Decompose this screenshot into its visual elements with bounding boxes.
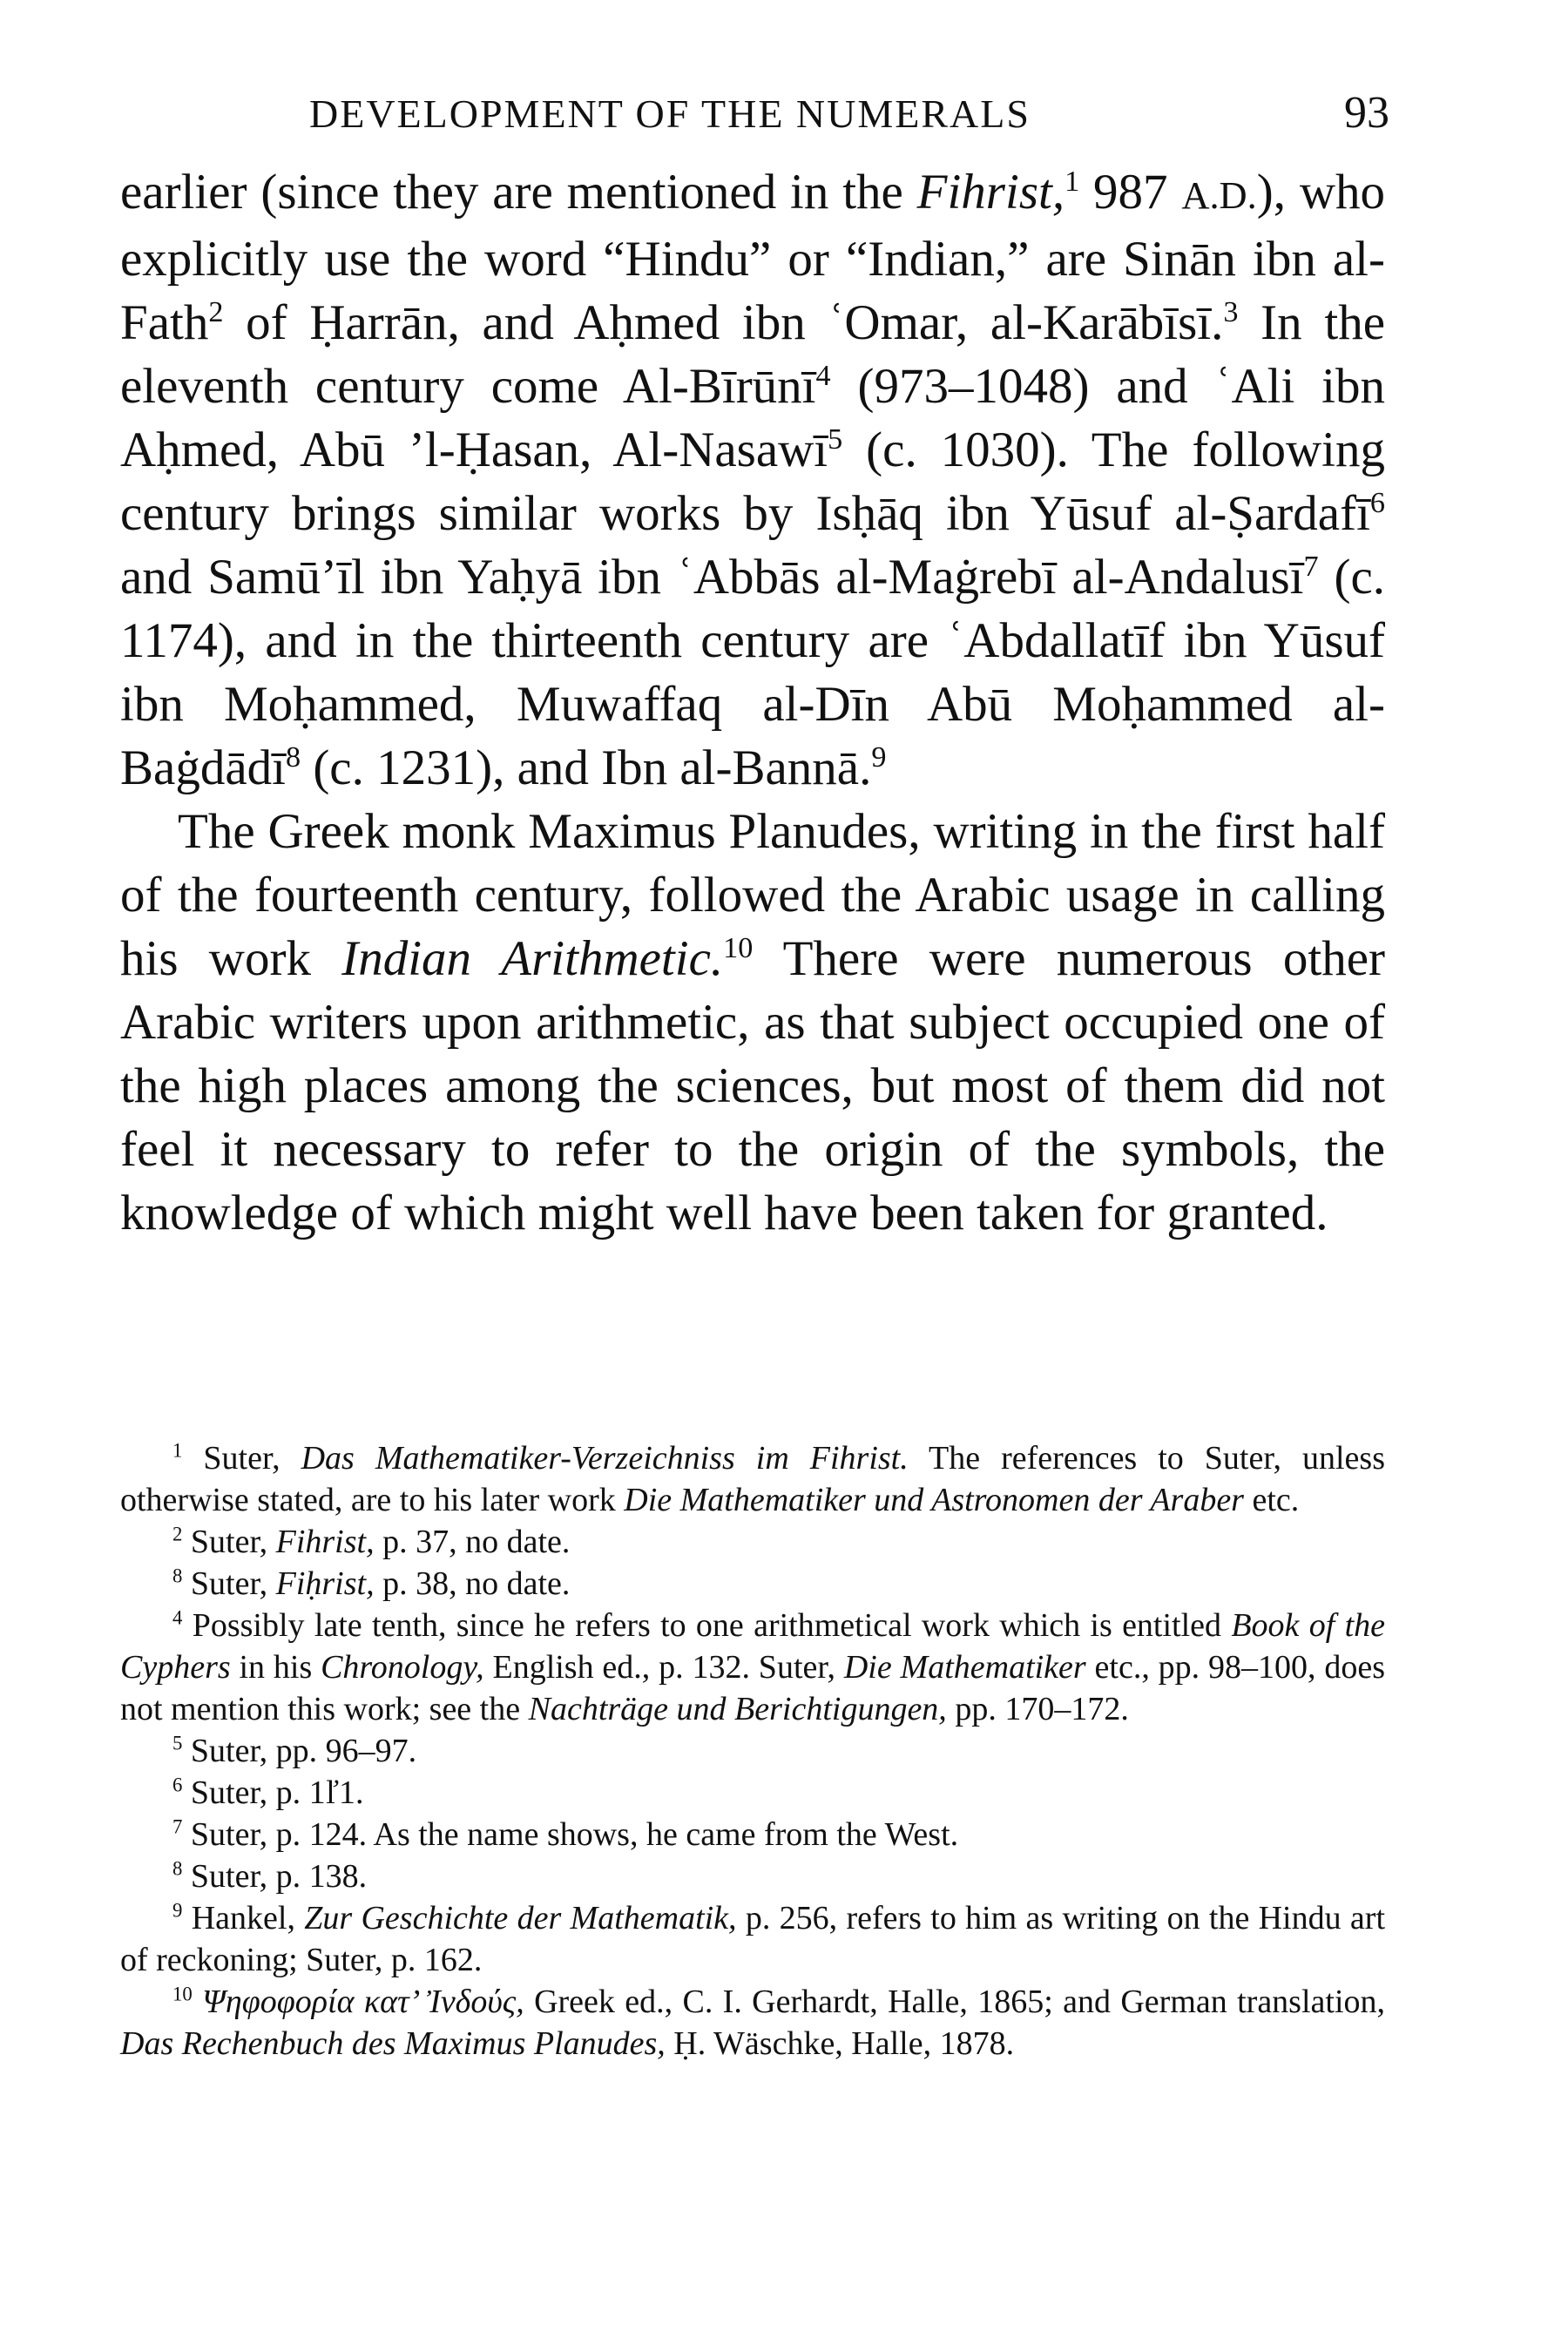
paragraph-arabic-writers: earlier (since they are mentioned in the Fihrist,$^1$ 987 A.D.), who explicitly use the word “Hindu” or “Indian,” are Sinān ibn al-Fath$^2$ of Ḥarrān, and Aḥmed ibn ʿOmar, al-Karābīsī.$^3$ In the eleventh century come Al-Bīrūnī$^4$ (973–1048) and ʿAli ibn Aḥmed, Abū ’l-Ḥasan, Al-Nasawī$^5$ (c. 1030). The following century brings similar works by Isḥāq ibn Yūsuf al-Ṣardafī$^6$ and Samū’īl ibn Yaḥyā ibn ʿAbbās al-Maġrebī al-Andalusī$^7$ (c. 1174), and in the thirteenth century are ʿAbdallatīf ibn Yūsuf ibn Moḥammed, Muwaffaq al-Dīn Abū Moḥammed al-Baġdādī$^8$ (c. 1231), and Ibn al-Bannā.$^9$ xyxy=(120,165,1386,795)
footnote-ref: 5 xyxy=(828,423,843,456)
paragraph-planudes: The Greek monk Maximus Planudes, writing in the first half of the fourteenth century, followed the Arabic usage in calling his work Indian Arithmetic.$^{10}$ There were numerous other Arabic writers upon arithmetic, as that subject occupied one of the high places among the sciences, but most of them did not feel it necessary to refer to the origin of the symbols, the knowledge of which might well have been taken for granted. xyxy=(120,804,1386,1240)
footnote-5: $^5$ Suter, pp. 96–97. xyxy=(172,1732,417,1769)
footnotes xyxy=(120,1437,1385,2065)
footnote-6: $^6$ Suter, p. 1ľ1. xyxy=(172,1774,364,1811)
running-title: DEVELOPMENT OF THE NUMERALS xyxy=(309,91,1031,136)
page-number: 93 xyxy=(1344,88,1389,138)
footnote-10: $^{10}$ Ψηφοφορία κατ’ Ἰνδούς, Greek ed., C. I. Gerhardt, Halle, 1865; and German translation, Das Rechenbuch des Maximus Planudes, Ḥ. Wäschke, Halle, 1878. xyxy=(120,1983,1386,2062)
footnote-ref: 2 xyxy=(208,296,224,328)
footnote-ref: 3 xyxy=(1223,296,1239,328)
footnote-ref: 10 xyxy=(723,932,754,964)
footnote-ref: 4 xyxy=(815,360,831,392)
footnote-4: $^4$ Possibly late tenth, since he refers to one arithmetical work which is entitled Book of the Cyphers in his Chronology, English ed., p. 132. Suter, Die Mathematiker etc., pp. 98–100, does not mention this work; see the Nachträge und Berichtigungen, pp. 170–172. xyxy=(120,1606,1386,1727)
footnote-9: $^9$ Hankel, Zur Geschichte der Mathematik, p. 256, refers to him as writing on the Hindu art of reckoning; Suter, p. 162. xyxy=(120,1899,1385,1978)
running-header xyxy=(118,88,1389,143)
footnote-ref: 1 xyxy=(1064,166,1080,198)
footnote-ref: 7 xyxy=(1303,551,1319,583)
footnote-8: $^8$ Suter, p. 138. xyxy=(172,1857,368,1895)
footnote-ref: 9 xyxy=(871,741,887,774)
footnote-2: $^2$ Suter, Fihrist, p. 37, no date. xyxy=(172,1523,571,1560)
main-text xyxy=(120,160,1385,1245)
footnote-1: $^1$ Suter, Das Mathematiker-Verzeichniss im Fihrist. The references to Suter, unless otherwise stated, are to his later work Die Mathematiker und Astronomen der Araber etc. xyxy=(120,1439,1385,1518)
footnote-ref: 8 xyxy=(285,741,301,774)
footnote-7: $^7$ Suter, p. 124. As the name shows, he came from the West. xyxy=(172,1815,959,1853)
footnote-3: $^8$ Suter, Fiḥrist, p. 38, no date. xyxy=(172,1565,571,1602)
footnote-ref: 6 xyxy=(1369,487,1385,519)
